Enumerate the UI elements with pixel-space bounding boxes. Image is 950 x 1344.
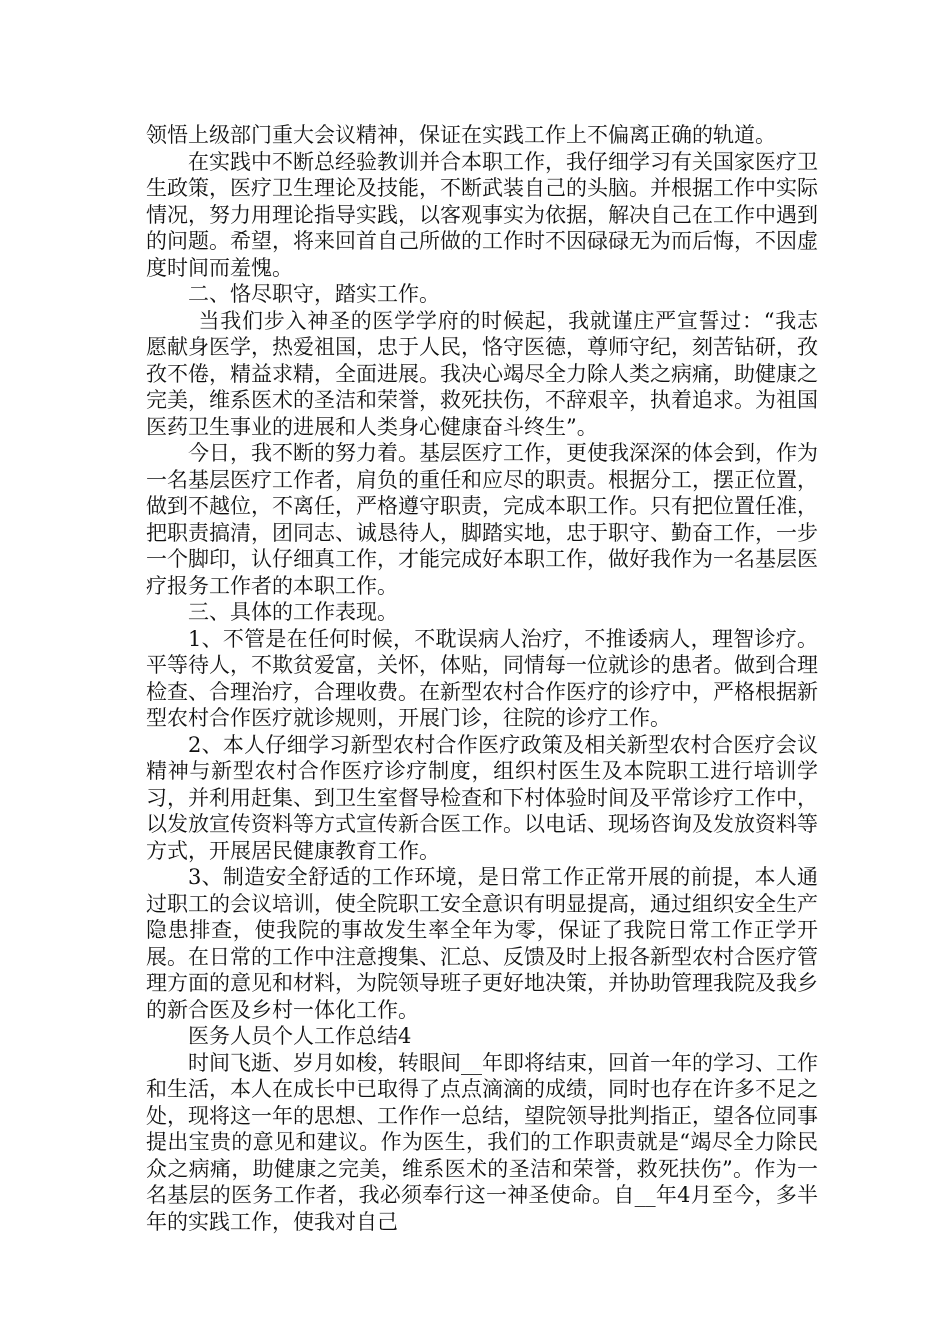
section-heading-2: 二、恪尽职守，踏实工作。 — [188, 282, 440, 306]
paragraph-summary-intro: 时间飞逝、岁月如梭，转眼间__年即将结束，回首一年的学习、工作和生活，本人在成长中已取得了点点滴滴的成绩，同时也存在许多不足之处，现将这一年的思想、工作作一总结，望院领导批判指正，望各位同事提出宝贵的意见和建议。作为医生，我们的工作职责就是“竭尽全力除民众之病痛，助健康之完美，维系医术的圣洁和荣誉，救死扶伤”。作为一名基层的医务工作者，我必须奉行这一神圣使命。自__年4月至今，多半年的实践工作，使我对自己 — [146, 1050, 818, 1234]
paragraph-item-3: 3、制造安全舒适的工作环境，是日常工作正常开展的前提，本人通过职工的会议培训，使全院职工安全意识有明显提高，通过组织安全生产隐患排查，使我院的事故发生率全年为零，保证了我院日常工作正学开展。在日常的工作中注意搜集、汇总、反馈及时上报各新型农村合医疗管理方面的意见和材料，为院领导班子更好地决策，并协助管理我院及我乡的新合医及乡村一体化工作。 — [146, 865, 818, 1022]
section-heading-3: 三、具体的工作表现。 — [188, 600, 398, 624]
paragraph-item-1: 1、不管是在任何时候，不耽误病人治疗，不推诿病人，理智诊疗。平等待人，不欺贫爱富，关怀，体贴，同情每一位就诊的患者。做到合理检查、合理治疗，合理收费。在新型农村合作医疗的诊疗中，严格根据新型农村合作医疗就诊规则，开展门诊，往院的诊疗工作。 — [146, 626, 818, 730]
paragraph-oath: 当我们步入神圣的医学学府的时候起，我就谨庄严宣誓过：“我志愿献身医学，热爱祖国，忠于人民，恪守医德，尊师守纪，刻苦钻研，孜孜不倦，精益求精，全面进展。我决心竭尽全力除人类之病痛，助健康之完美，维系医术的圣洁和荣誉，救死扶伤，不辞艰辛，执着追求。为祖国医药卫生事业的进展和人类身心健康奋斗终生”。 — [146, 308, 818, 439]
document-page — [146, 122, 818, 1235]
paragraph-practice: 在实践中不断总经验教训并合本职工作，我仔细学习有关国家医疗卫生政策，医疗卫生理论及技能，不断武装自己的头脑。并根据工作中实际情况，努力用理论指导实践，以客观事实为依据，解决自己在工作中遇到的问题。希望，将来回首自己所做的工作时不因碌碌无为而后悔，不因虚度时间而羞愧。 — [146, 149, 818, 280]
paragraph-item-2: 2、本人仔细学习新型农村合作医疗政策及相关新型农村合医疗会议精神与新型农村合作医疗诊疗制度，组织村医生及本院职工进行培训学习，并利用赶集、到卫生室督导检查和下村体验时间及平常诊疗工作中，以发放宣传资料等方式宣传新合医工作。以电话、现场咨询及发放资料等方式，开展居民健康教育工作。 — [146, 732, 818, 863]
paragraph-continuation: 领悟上级部门重大会议精神，保证在实践工作上不偏离正确的轨道。 — [146, 123, 776, 147]
section-title-summary-4: 医务人员个人工作总结4 — [188, 1024, 412, 1048]
paragraph-today: 今日，我不断的努力着。基层医疗工作，更使我深深的体会到，作为一名基层医疗工作者，肩负的重任和应尽的职责。根据分工，摆正位置，做到不越位，不离任，严格遵守职责，完成本职工作。只有把位置任准，把职责搞清，团同志、诚恳待人，脚踏实地，忠于职守、勤奋工作，一步一个脚印，认仔细真工作，才能完成好本职工作，做好我作为一名基层医疗报务工作者的本职工作。 — [146, 441, 818, 598]
